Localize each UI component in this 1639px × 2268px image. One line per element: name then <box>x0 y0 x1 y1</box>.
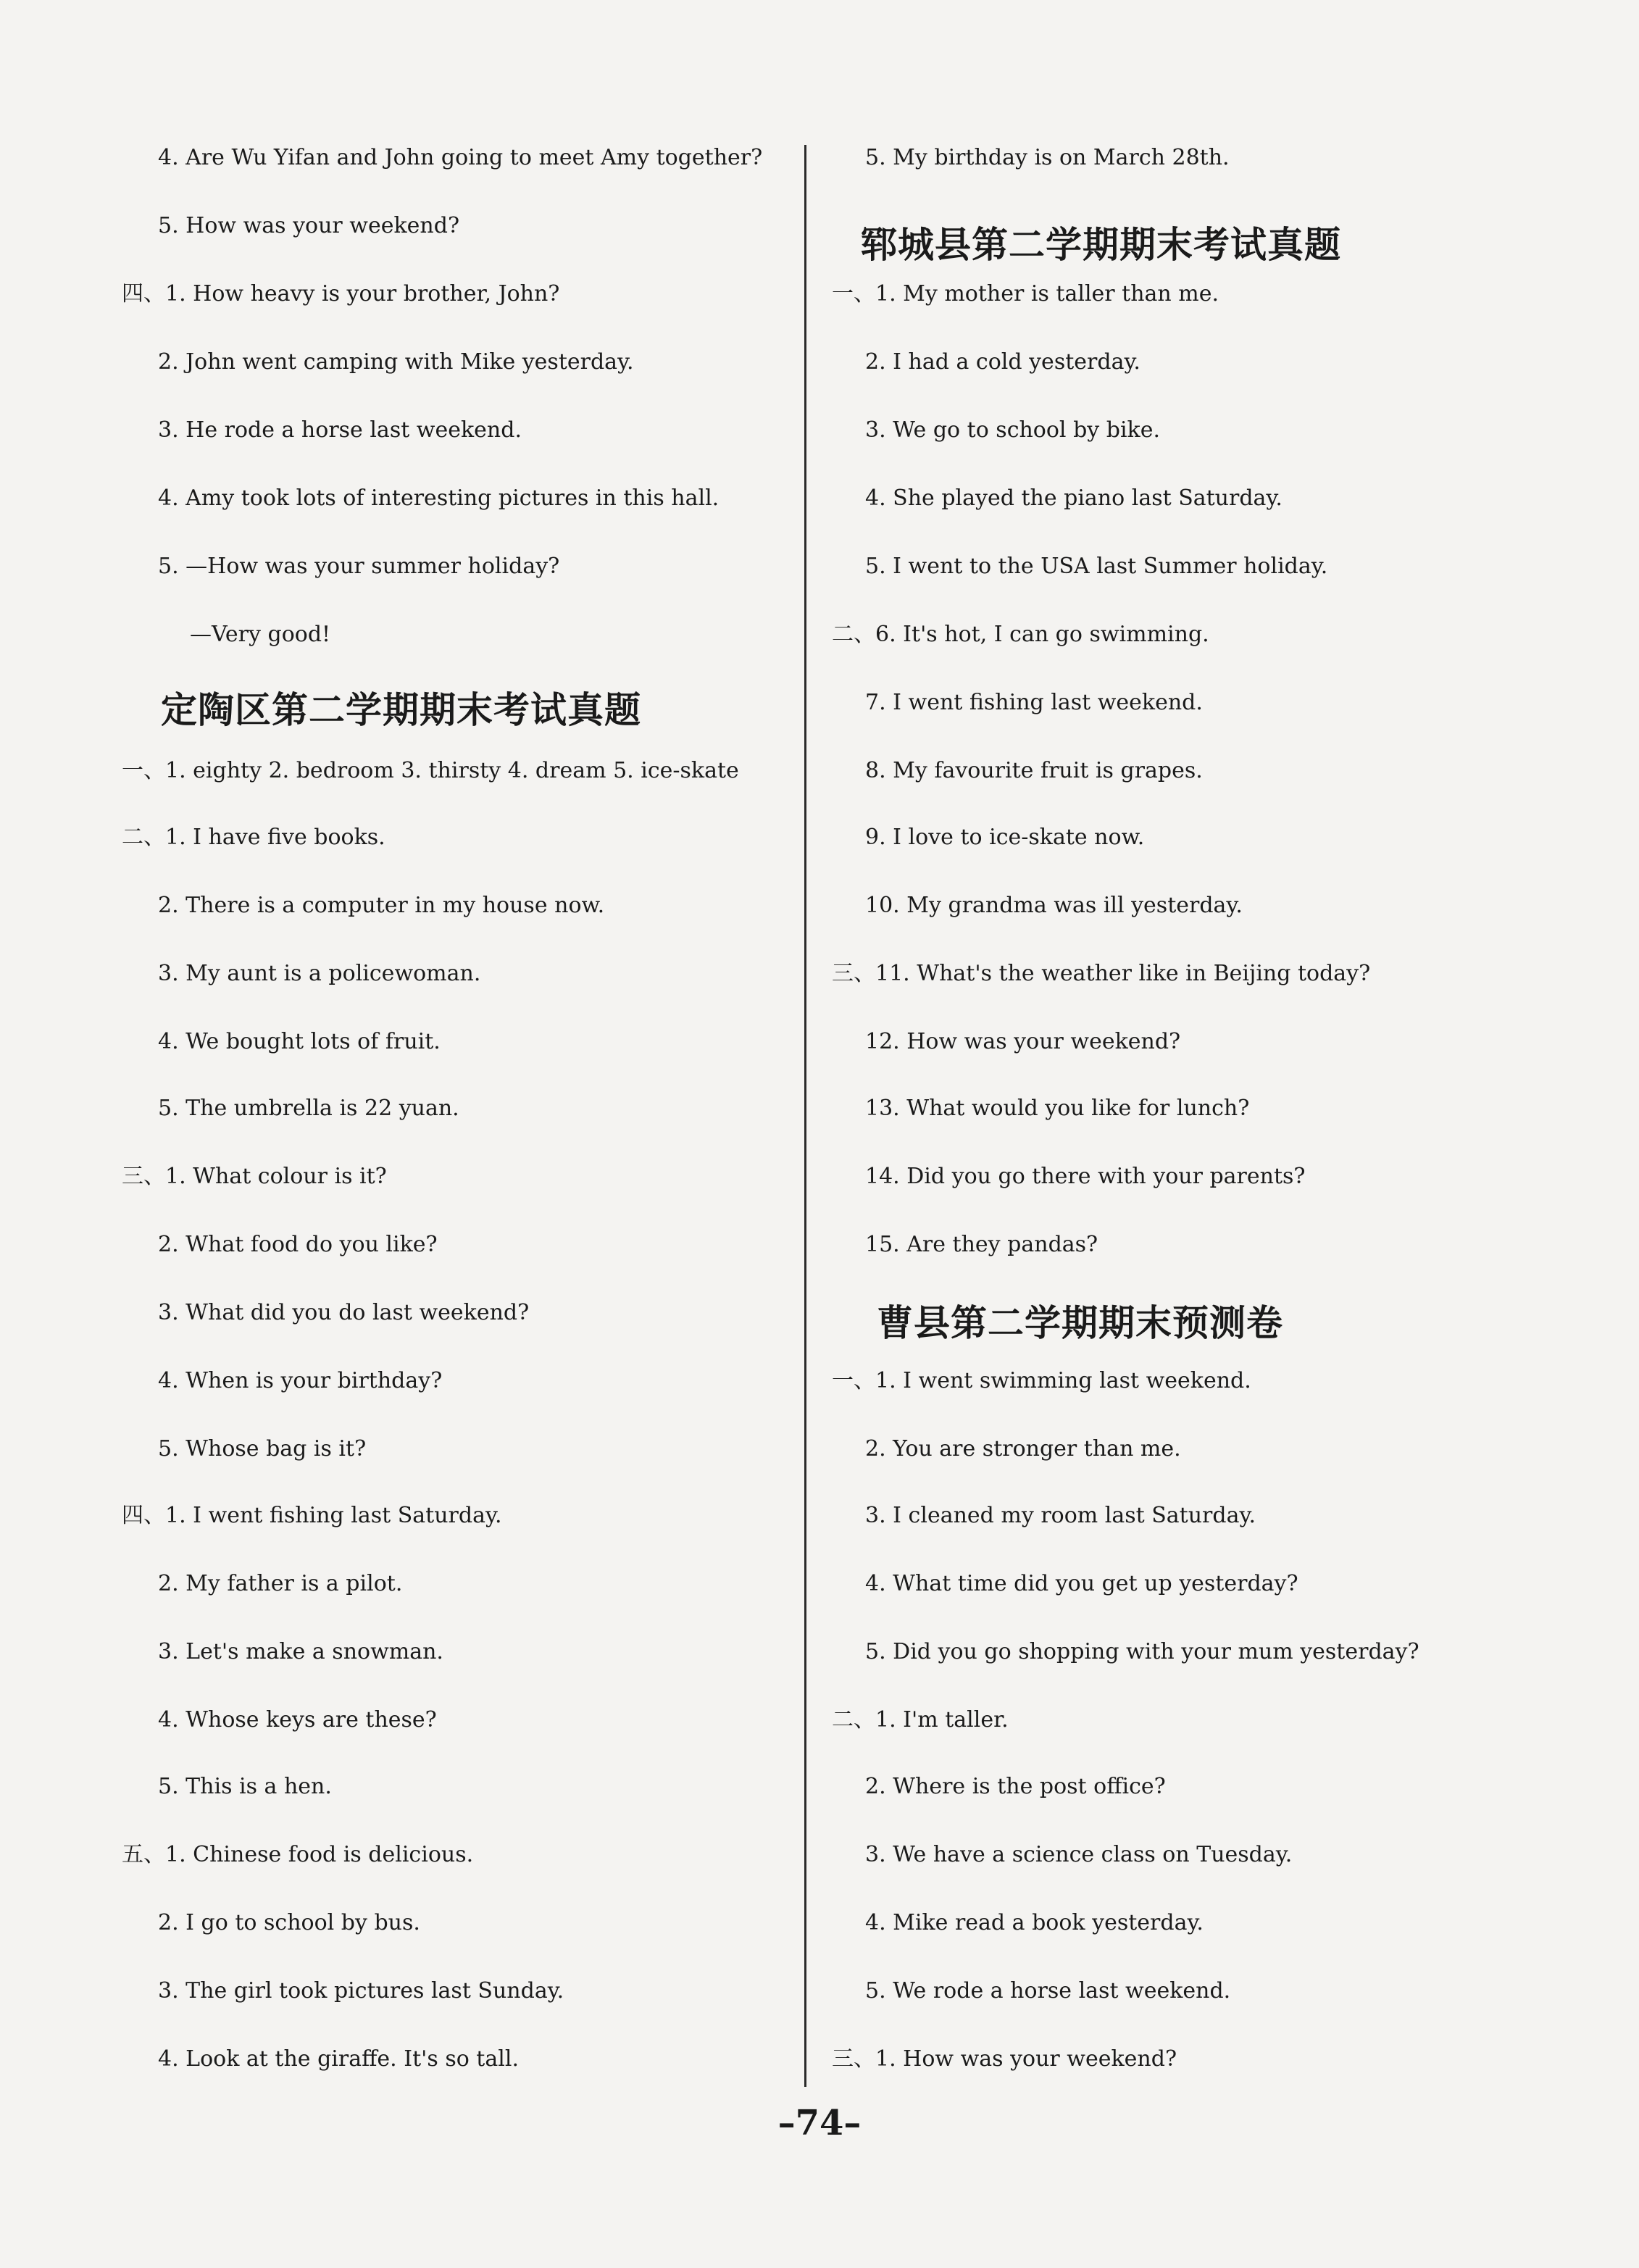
answer-line: 10. My grandma was ill yesterday. <box>865 893 1243 918</box>
answer-line: 15. Are they pandas? <box>865 1232 1098 1257</box>
section-heading: 曹县第二学期期末预测卷 <box>877 1301 1283 1344</box>
section-heading: 定陶区第二学期期末考试真题 <box>161 688 641 731</box>
answer-line: 5. I went to the USA last Summer holiday. <box>865 554 1328 579</box>
answer-line: 12. How was your weekend? <box>865 1029 1181 1054</box>
answer-line: 3. I cleaned my room last Saturday. <box>865 1503 1256 1528</box>
answer-line: 3. What did you do last weekend? <box>158 1300 530 1325</box>
answer-line: 二、1. I have five books. <box>122 825 385 850</box>
answer-line: 5. We rode a horse last weekend. <box>865 1978 1231 2004</box>
answer-line: 4. We bought lots of fruit. <box>158 1029 441 1054</box>
answer-line: 5. The umbrella is 22 yuan. <box>158 1096 459 1121</box>
section-heading: 郓城县第二学期期末考试真题 <box>861 223 1341 266</box>
answer-line: 三、1. What colour is it? <box>122 1164 387 1189</box>
answer-line: 3. We have a science class on Tuesday. <box>865 1842 1293 1867</box>
column-divider <box>804 145 806 2087</box>
answer-line: 2. There is a computer in my house now. <box>158 893 605 918</box>
answer-line: 7. I went fishing last weekend. <box>865 690 1203 715</box>
answer-line: —Very good! <box>190 622 331 647</box>
answer-line: 五、1. Chinese food is delicious. <box>122 1842 474 1867</box>
answer-line: 三、11. What's the weather like in Beijing today? <box>832 961 1371 986</box>
answer-line: 5. My birthday is on March 28th. <box>865 145 1230 170</box>
answer-line: 二、1. I'm taller. <box>832 1707 1009 1733</box>
answer-line: 二、6. It's hot, I can go swimming. <box>832 622 1209 647</box>
answer-line: 一、1. eighty 2. bedroom 3. thirsty 4. dream 5. ice-skate <box>122 758 739 783</box>
answer-line: 3. My aunt is a policewoman. <box>158 961 481 986</box>
answer-line: 3. He rode a horse last weekend. <box>158 417 522 443</box>
answer-line: 三、1. How was your weekend? <box>832 2046 1177 2072</box>
answer-line: 2. Where is the post office? <box>865 1774 1166 1799</box>
answer-line: 8. My favourite fruit is grapes. <box>865 758 1203 783</box>
answer-line: 一、1. My mother is taller than me. <box>832 281 1219 307</box>
answer-line: 2. What food do you like? <box>158 1232 438 1257</box>
answer-line: 2. My father is a pilot. <box>158 1571 403 1596</box>
page-number: –74– <box>777 2103 862 2143</box>
answer-line: 4. Whose keys are these? <box>158 1707 437 1733</box>
answer-line: 4. She played the piano last Saturday. <box>865 485 1283 511</box>
answer-line: 4. What time did you get up yesterday? <box>865 1571 1298 1596</box>
answer-line: 2. I had a cold yesterday. <box>865 349 1140 375</box>
answer-line: 4. Mike read a book yesterday. <box>865 1910 1204 1935</box>
answer-line: 四、1. How heavy is your brother, John? <box>122 281 560 307</box>
answer-line: 5. —How was your summer holiday? <box>158 554 560 579</box>
answer-line: 14. Did you go there with your parents? <box>865 1164 1306 1189</box>
answer-line: 2. I go to school by bus. <box>158 1910 420 1935</box>
answer-line: 2. You are stronger than me. <box>865 1436 1181 1462</box>
answer-line: 4. When is your birthday? <box>158 1368 443 1393</box>
answer-line: 2. John went camping with Mike yesterday. <box>158 349 634 375</box>
answer-line: 9. I love to ice-skate now. <box>865 825 1145 850</box>
answer-line: 5. This is a hen. <box>158 1774 332 1799</box>
answer-line: 3. We go to school by bike. <box>865 417 1161 443</box>
answer-line: 5. Whose bag is it? <box>158 1436 367 1462</box>
answer-line: 13. What would you like for lunch? <box>865 1096 1250 1121</box>
answer-line: 一、1. I went swimming last weekend. <box>832 1368 1251 1393</box>
answer-line: 4. Are Wu Yifan and John going to meet Amy together? <box>158 145 763 170</box>
answer-line: 3. Let's make a snowman. <box>158 1639 443 1664</box>
answer-line: 4. Amy took lots of interesting pictures in this hall. <box>158 485 720 511</box>
answer-line: 四、1. I went fishing last Saturday. <box>122 1503 502 1528</box>
answer-line: 5. How was your weekend? <box>158 213 460 238</box>
answer-line: 4. Look at the giraffe. It's so tall. <box>158 2046 519 2072</box>
answer-line: 5. Did you go shopping with your mum yesterday? <box>865 1639 1419 1664</box>
answer-line: 3. The girl took pictures last Sunday. <box>158 1978 564 2004</box>
